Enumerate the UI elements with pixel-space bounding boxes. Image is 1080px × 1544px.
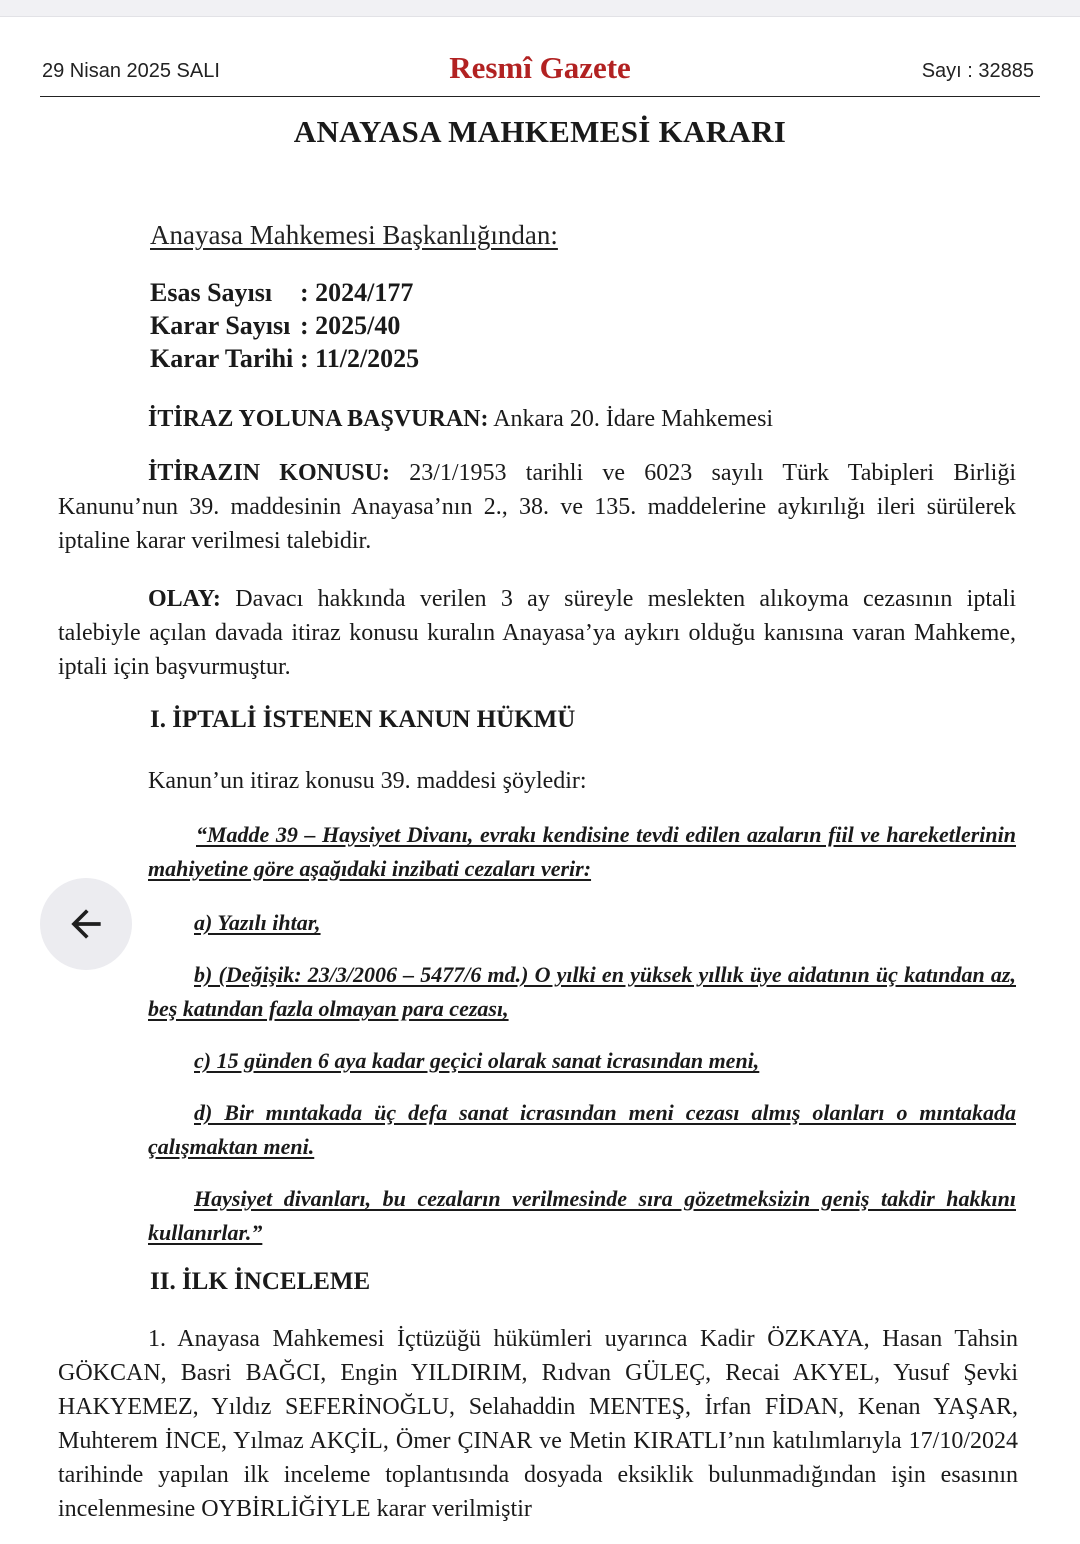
arrow-left-icon <box>64 902 108 946</box>
event-text: Davacı hakkında verilen 3 ay süreyle meslekten alıkoyma cezasının iptali talebiyle açılan davada itiraz konusu kuralın Anayasa’ya aykırı olduğu kanısına varan Mahkeme, iptali için başvurmuştur. <box>58 586 1017 680</box>
quote-item-a: a) Yazılı ihtar, <box>194 910 321 935</box>
section-2-text: 1. Anayasa Mahkemesi İçtüzüğü hükümleri uyarınca Kadir ÖZKAYA, Hasan Tahsin GÖKCAN, Basri BAĞCI, Engin YILDIRIM, Rıdvan GÜLEÇ, Recai AKYEL, Yusuf Şevki HAKYEMEZ, Yıldız SEFERİNOĞLU, Selahaddin MENTEŞ, İrfan FİDAN, Kenan YAŞAR, Muhterem İNCE, Yılmaz AKÇİL, Ömer ÇINAR ve Metin KIRATLI’nın katılımlarıyla 17/10/2024 tarihinde yapılan ilk inceleme toplantısında dosyada eksiklik bulunmadığından işin esasının incelenmesine OYBİRLİĞİYLE karar verilmiştir <box>58 1326 1018 1522</box>
quote-item-d: d) Bir mıntakada üç defa sanat icrasından meni cezası almış olanları o mıntakada çalışmaktan meni. <box>148 1100 1016 1159</box>
issuing-authority: Anayasa Mahkemesi Başkanlığından: <box>150 220 558 250</box>
meta-value: : 2025/40 <box>300 311 401 340</box>
meta-karar-tarihi <box>150 344 419 374</box>
browser-top-bar <box>0 0 1080 17</box>
section-1-intro: Kanun’un itiraz konusu 39. maddesi şöyledir: <box>148 768 587 794</box>
issue-date: 29 Nisan 2025 SALI <box>42 60 220 82</box>
meta-label: Karar Tarihi <box>150 344 294 373</box>
quote-item-c: c) 15 günden 6 aya kadar geçici olarak sanat icrasından meni, <box>194 1048 760 1073</box>
meta-value: : 11/2/2025 <box>300 344 420 373</box>
applicant-value: Ankara 20. İdare Mahkemesi <box>493 406 774 432</box>
subject-paragraph <box>58 456 1016 558</box>
event-label: OLAY: <box>148 586 221 612</box>
meta-karar-sayisi <box>150 311 400 341</box>
event-paragraph <box>58 582 1016 684</box>
applicant-line <box>148 402 1016 436</box>
meta-esas <box>150 278 413 308</box>
gazette-title: Resmî Gazete <box>449 50 631 85</box>
section-2-paragraph <box>58 1322 1018 1526</box>
gazette-header <box>40 50 1040 97</box>
issue-number: Sayı : 32885 <box>921 60 1034 82</box>
section-heading-1: I. İPTALİ İSTENEN KANUN HÜKMÜ <box>150 706 576 733</box>
back-button[interactable] <box>40 878 132 970</box>
applicant-label: İTİRAZ YOLUNA BAŞVURAN: <box>148 406 489 432</box>
document-title: ANAYASA MAHKEMESİ KARARI <box>293 114 787 149</box>
meta-label: Karar Sayısı <box>150 311 291 340</box>
subject-label: İTİRAZIN KONUSU: <box>148 460 390 486</box>
meta-value: : 2024/177 <box>300 278 414 307</box>
subject-text: 23/1/1953 tarihli ve 6023 sayılı Türk Tabipleri Birliği Kanunu’nun 39. maddesinin Anayasa’nın 2., 38. ve 135. maddelerine aykırılığı ileri sürülerek iptaline karar verilmesi talebidir. <box>58 460 1016 554</box>
quote-closing: Haysiyet divanları, bu cezaların verilmesinde sıra gözetmeksizin geniş takdir hakkını kullanırlar.” <box>148 1186 1016 1245</box>
quote-article-39: “Madde 39 – Haysiyet Divanı, evrakı kendisine tevdi edilen azaların fiil ve hareketlerinin mahiyetine göre aşağıdaki inzibati cezaları verir: <box>148 822 1016 881</box>
section-heading-2: II. İLK İNCELEME <box>150 1268 371 1295</box>
meta-label: Esas Sayısı <box>150 278 273 307</box>
quote-item-b: b) (Değişik: 23/3/2006 – 5477/6 md.) O yılki en yüksek yıllık üye aidatının üç katından az, beş katından fazla olmayan para cezası, <box>148 962 1016 1021</box>
